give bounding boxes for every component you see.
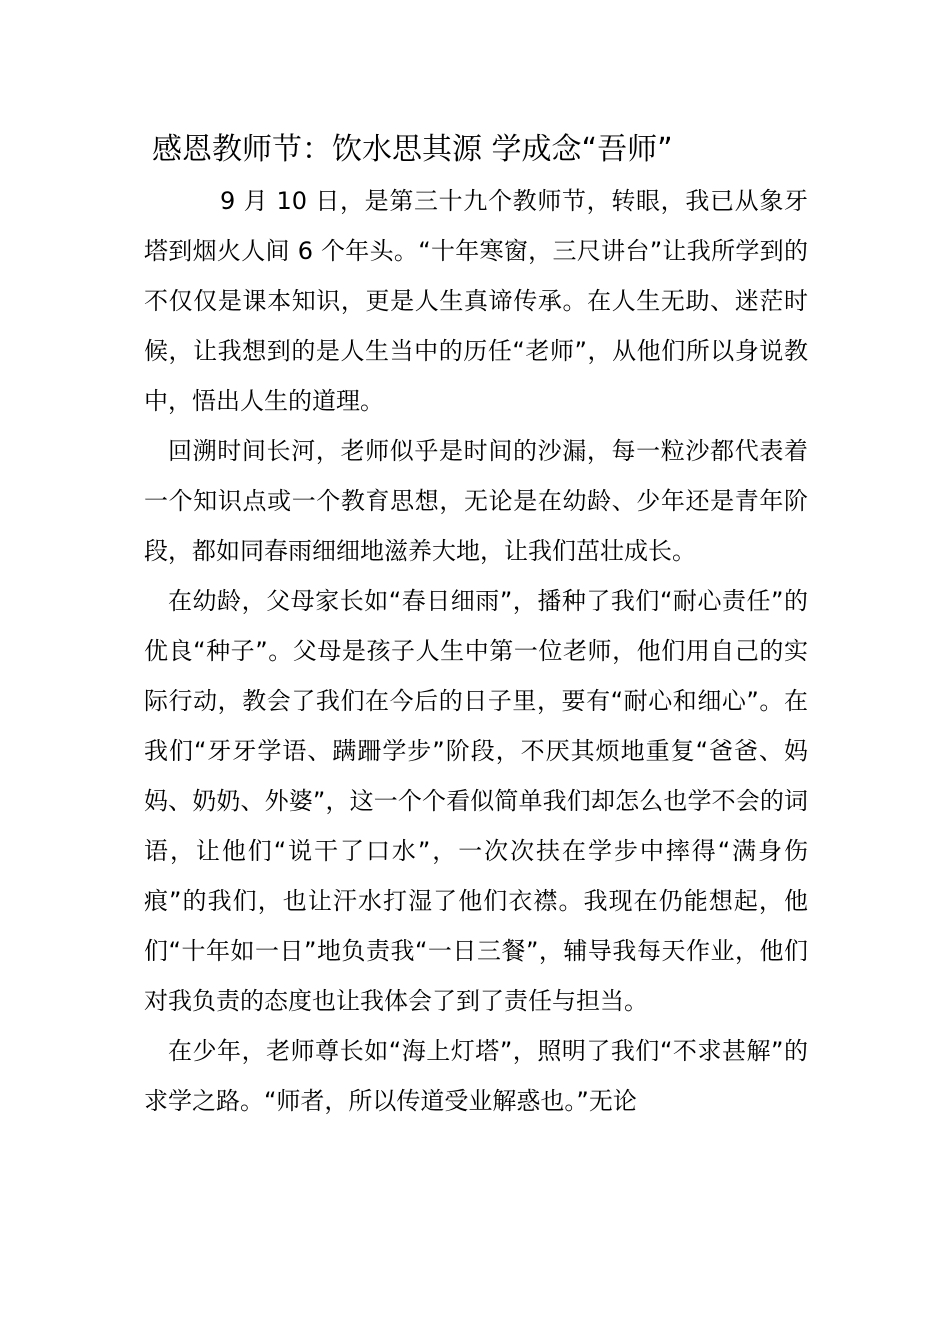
paragraph-3: 在幼龄，父母家长如“春日细雨”，播种了我们“耐心责任”的优良“种子”。父母是孩子人生中第一位老师，他们用自己的实际行动，教会了我们在今后的日子里，要有“耐心和细心”。在我们“牙牙学语、蹒跚学步”阶段，不厌其烦地重复“爸爸、妈妈、奶奶、外婆”，这一个个看似简单我们却怎么也学不会的词语，让他们“说干了口水”，一次次扶在学步中摔得“满身伤痕”的我们，也让汗水打湿了他们衣襟。我现在仍能想起，他们“十年如一日”地负责我“一日三餐”，辅导我每天作业，他们对我负责的态度也让我体会了到了责任与担当。 bbox=[144, 587, 808, 1015]
document-body bbox=[144, 176, 808, 1126]
document-title: 感恩教师节：饮水思其源 学成念“吾师” bbox=[152, 132, 673, 167]
paragraph-2: 回溯时间长河，老师似乎是时间的沙漏，每一粒沙都代表着一个知识点或一个教育思想，无论是在幼龄、少年还是青年阶段，都如同春雨细细地滋养大地，让我们茁壮成长。 bbox=[144, 437, 808, 565]
paragraph-1: 9 月 10 日，是第三十九个教师节，转眼，我已从象牙塔到烟火人间 6 个年头。“十年寒窗，三尺讲台”让我所学到的不仅仅是课本知识，更是人生真谛传承。在人生无助、迷茫时候，让我想到的是人生当中的历任“老师”，从他们所以身说教中，悟出人生的道理。 bbox=[144, 187, 808, 415]
paragraph-4: 在少年，老师尊长如“海上灯塔”，照明了我们“不求甚解”的求学之路。“师者，所以传道受业解惑也。”无论 bbox=[144, 1037, 808, 1115]
